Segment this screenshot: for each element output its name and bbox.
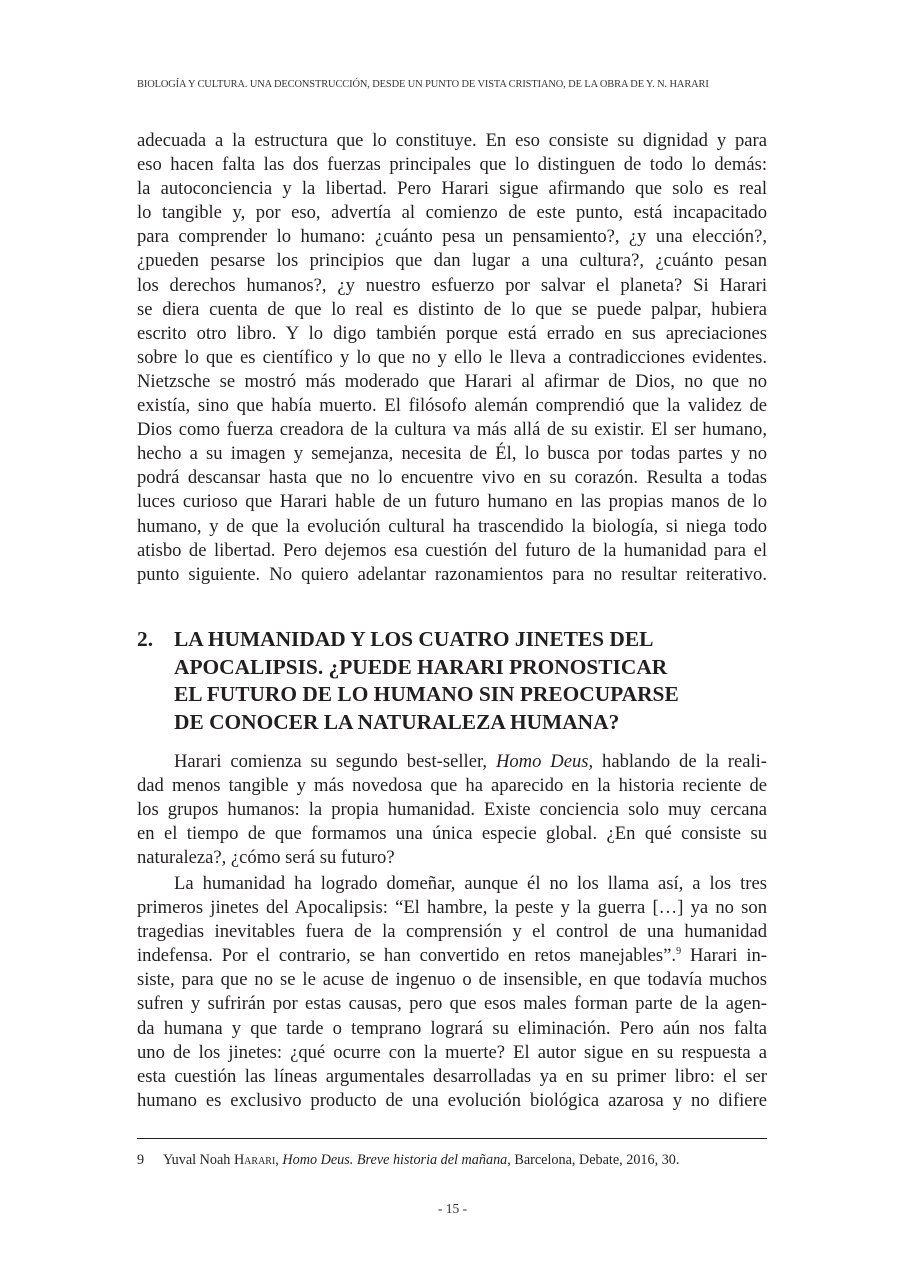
section-title-line: APOCALIPSIS. ¿PUEDE HARARI PRONOSTICAR	[174, 654, 668, 679]
section-title-line: LA HUMANIDAD Y LOS CUATRO JINETES DEL	[174, 627, 654, 651]
text-run: Harari in-	[681, 945, 767, 967]
text-line: adecuada a la estructura que lo constituye. En eso consiste su dignidad y para	[137, 130, 767, 151]
footnote-book-title: Homo Deus. Breve historia del mañana	[282, 1152, 508, 1168]
text-line: hecho a su imagen y semejanza, necesita de Él, lo busca por todas partes y no	[137, 443, 767, 465]
footnote-publication: , Barcelona, Debate, 2016, 30.	[507, 1152, 680, 1168]
section-title-line: DE CONOCER LA NATURALEZA HUMANA?	[174, 709, 620, 734]
text-line: punto siguiente. No quiero adelantar razonamientos para no resultar reiterativo.	[137, 563, 767, 585]
text-line: luces curioso que Harari hable de un futuro humano en las propias manos de lo	[137, 491, 767, 513]
section-number: 2.	[137, 627, 154, 651]
text-line: lo tangible y, por eso, advertía al comienzo de este punto, está incapacitado	[137, 202, 767, 224]
paragraph-3	[137, 872, 767, 1113]
footnote	[137, 1151, 767, 1169]
text-line: se diera cuenta de que lo real es distinto de lo que se puede palpar, hubiera	[137, 298, 767, 320]
text-line: atisbo de libertad. Pero dejemos esa cuestión del futuro de la humanidad para el	[137, 539, 767, 561]
footnote-author-last: Harari	[233, 1152, 276, 1168]
text-line: escrito otro libro. Y lo digo también porque está errado en sus apreciaciones	[137, 322, 767, 344]
text-line: sufren y sufrirán por estas causas, pero que esos males forman parte de la agen-	[137, 993, 767, 1015]
book-title-italic: Homo Deus,	[495, 751, 594, 772]
text-run: indefensa. Por el contrario, se han convertido en retos manejables”.	[137, 945, 677, 967]
text-line: para comprender lo humano: ¿cuánto pesa un pensamiento?, ¿y una elección?,	[137, 226, 767, 248]
paragraph-1	[137, 129, 767, 587]
text-line: podrá descansar hasta que no lo encuentre vivo en su corazón. Resulta a todas	[137, 467, 767, 489]
paragraph-2	[137, 750, 767, 870]
footnote-divider	[137, 1138, 767, 1139]
page-number: - 15 -	[437, 1201, 468, 1216]
text-line: humano es exclusivo producto de una evolución biológica azarosa y no difiere	[137, 1089, 767, 1111]
running-header: BIOLOGÍA Y CULTURA. UNA DECONSTRUCCIÓN, DESDE UN PUNTO DE VISTA CRISTIANO, DE LA OBRA DE Y. N. HARARI	[137, 79, 709, 90]
text-line: humano, y de que la evolución cultural ha trascendido la biología, si niega todo	[137, 515, 767, 537]
section-title	[174, 626, 774, 736]
footnote-separator: ,	[275, 1152, 283, 1168]
text-line: da humana y que tarde o temprano logrará su eliminación. Pero aún nos falta	[137, 1017, 767, 1039]
text-line: eso hacen falta las dos fuerzas principales que lo distinguen de todo lo demás:	[137, 154, 767, 176]
text-line: primeros jinetes del Apocalipsis: “El hambre, la peste y la guerra […] ya no son	[137, 897, 767, 919]
text-line: en el tiempo de que formamos una única especie global. ¿En qué consiste su	[137, 823, 767, 845]
text-line: naturaleza?, ¿cómo será su futuro?	[137, 847, 395, 869]
text-line: los grupos humanos: la propia humanidad. Existe conciencia solo muy cercana	[137, 799, 767, 821]
text-line: Dios como fuerza creadora de la cultura va más allá de su existir. El ser humano,	[137, 419, 767, 441]
text-run: hablando de la reali-	[593, 751, 767, 772]
text-line: Nietzsche se mostró más moderado que Harari al afirmar de Dios, no que no	[137, 370, 767, 392]
text-line: tragedias inevitables fuera de la comprensión y el control de una humanidad	[137, 921, 767, 943]
footnote-author-first: Yuval Noah	[163, 1152, 234, 1168]
text-line: La humanidad ha logrado domeñar, aunque él no los llama así, a los tres	[174, 873, 767, 894]
text-line: los derechos humanos?, ¿y nuestro esfuerzo por salvar el planeta? Si Harari	[137, 274, 767, 296]
footnote-reference[interactable]: 9	[676, 946, 682, 958]
text-line: sobre lo que es científico y lo que no y ello le lleva a contradicciones evidentes.	[137, 346, 767, 368]
text-line	[137, 944, 767, 968]
text-line	[137, 750, 767, 774]
text-line: uno de los jinetes: ¿qué ocurre con la muerte? El autor sigue en su respuesta a	[137, 1041, 767, 1063]
text-line: existía, sino que había muerto. El filósofo alemán comprendió que la validez de	[137, 395, 767, 417]
text-line: ¿pueden pesarse los principios que dan lugar a una cultura?, ¿cuánto pesan	[137, 250, 767, 272]
section-title-line: EL FUTURO DE LO HUMANO SIN PREOCUPARSE	[174, 682, 679, 706]
footnote-number: 9	[137, 1152, 145, 1168]
text-line: dad menos tangible y más novedosa que ha aparecido en la historia reciente de	[137, 775, 767, 797]
text-run: Harari comienza su segundo best-seller,	[174, 751, 496, 772]
text-line: la autoconciencia y la libertad. Pero Harari sigue afirmando que solo es real	[137, 178, 767, 200]
text-line: siste, para que no se le acuse de ingenuo o de insensible, en que todavía muchos	[137, 969, 767, 991]
text-line: esta cuestión las líneas argumentales desarrolladas ya en su primer libro: el ser	[137, 1065, 767, 1087]
